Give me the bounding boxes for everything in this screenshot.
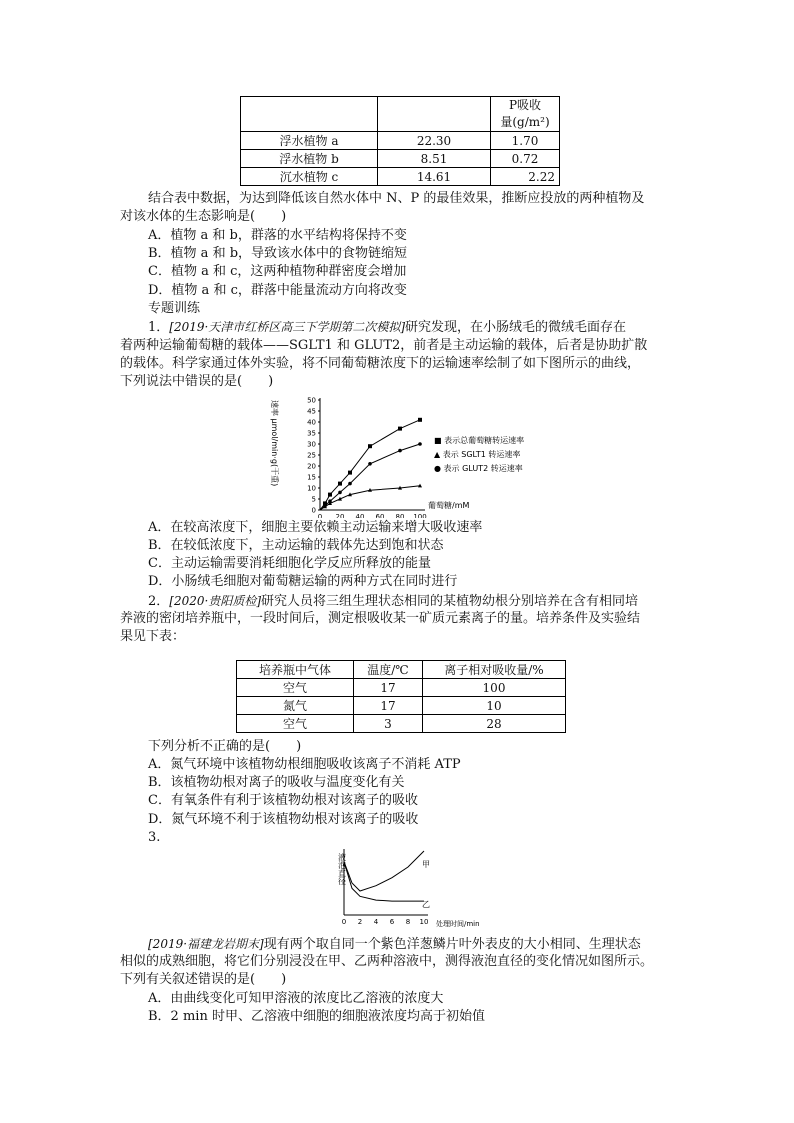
chart1-ytick-label: 50	[307, 396, 316, 405]
chart2-label-yi: 乙	[422, 900, 430, 909]
table-culture-conditions	[236, 660, 566, 733]
chart1-ytick-label: 25	[307, 451, 316, 460]
q0-stem-2: 对该水体的生态影响是( )	[120, 209, 287, 224]
q1-option-c: C．主动运输需要消耗细胞化学反应所释放的能量	[148, 556, 431, 571]
chart2-xlabel: 处理时间/min	[436, 920, 480, 928]
chart1-xtick-label: 60	[375, 513, 385, 518]
q0-option-b: B．植物 a 和 b，导致该水体中的食物链缩短	[148, 246, 408, 261]
chart1-legend-glut2: ● 表示 GLUT2 转运速率	[434, 464, 523, 473]
chart1-point	[338, 482, 342, 486]
q2-option-a: A．氮气环境中该植物幼根细胞吸收该离子不消耗 ATP	[148, 757, 461, 772]
q3-stem-3: 下列有关叙述错误的是( )	[120, 972, 287, 987]
q3-stem-2: 相似的成熟细胞，将它们分别浸没在甲、乙两种溶液中，测得液泡直径的变化情况如图所示。	[120, 954, 654, 969]
chart1-xtick-label: 80	[395, 513, 405, 518]
chart1-ytick-label: 45	[307, 407, 316, 416]
table-row: 浮水植物 b 8.51 0.72	[241, 150, 560, 168]
chart2-xtick-label: 2	[357, 918, 363, 926]
q2-stem-3: 果见下表：	[120, 629, 186, 644]
q3-number: 3.	[148, 830, 161, 845]
q1-stem-3: 的载体。科学家通过体外实验，将不同葡萄糖浓度下的运输速率绘制了如下图所示的曲线，	[120, 356, 641, 371]
chart1-point	[398, 427, 402, 431]
chart2-ylabel: 液泡直径	[337, 853, 347, 885]
chart1-point	[348, 471, 352, 475]
table-row: 空气 17 100	[237, 679, 566, 697]
q1-stem-1: 1．[2019·天津市红桥区高三下学期第二次模拟]研究发现，在小肠绒毛的微绒毛面存在	[148, 320, 627, 335]
chart1-ytick-label: 20	[307, 462, 316, 471]
q1-stem-2: 着两种运输葡萄糖的载体——SGLT1 和 GLUT2，前者是主动运输的载体，后者是协助扩散	[120, 338, 648, 353]
q2-source: [2020·贵阳质检]	[169, 594, 261, 608]
chart1-ytick-label: 35	[307, 429, 316, 438]
q0-option-c: C．植物 a 和 c，这两种植物种群密度会增加	[148, 264, 407, 279]
chart1-point	[368, 462, 372, 466]
q3-stem-1: [2019·福建龙岩期末]现有两个取自同一个紫色洋葱鳞片叶外表皮的大小相同、生理状态	[148, 937, 641, 952]
chart1-point	[328, 493, 332, 497]
chart1-point	[398, 449, 402, 453]
chart2-label-jia: 甲	[422, 860, 430, 869]
q1-option-d: D．小肠绒毛细胞对葡萄糖运输的两种方式在同时进行	[148, 574, 458, 589]
q0-option-a: A．植物 a 和 b，群落的水平结构将保持不变	[148, 228, 407, 243]
chart1-ytick-label: 10	[307, 484, 316, 493]
chart1-series-line	[320, 444, 420, 510]
chart-vacuole-diameter	[328, 845, 503, 930]
table-header-cell: 培养瓶中气体	[237, 661, 354, 679]
table-plant-absorption	[240, 96, 560, 186]
chart1-xtick-label: 20	[335, 513, 345, 518]
chart1-ylabel: 速率 μmol/min·g(干重)	[270, 400, 279, 487]
q2-stem-2: 养液的密闭培养瓶中，一段时间后，测定根吸收某一矿质元素离子的量。培养条件及实验结	[120, 611, 641, 626]
q2-option-d: D．氮气环境不利于该植物幼根对该离子的吸收	[148, 812, 419, 827]
q1-option-b: B．在较低浓度下，主动运输的载体先达到饱和状态	[148, 538, 444, 553]
q1-source: [2019·天津市红桥区高三下学期第二次模拟]	[169, 320, 405, 334]
chart1-ytick-label: 0	[311, 506, 316, 515]
chart1-legend-total: ■ 表示总葡萄糖转运速率	[434, 436, 525, 445]
q1-stem-4: 下列说法中错误的是( )	[120, 374, 274, 389]
table-row: 空气 3 28	[237, 715, 566, 733]
chart1-xtick-label: 100	[413, 513, 427, 518]
section-title: 专题训练	[148, 301, 201, 316]
chart1-point	[338, 491, 342, 495]
table-header-cell	[378, 97, 491, 132]
chart1-ytick-label: 15	[307, 473, 316, 482]
chart1-ytick-label: 30	[307, 440, 316, 449]
chart-glucose-transport	[258, 388, 578, 518]
table-header-cell	[241, 97, 378, 132]
chart1-xtick-label: 0	[317, 513, 323, 518]
chart1-point	[368, 444, 372, 448]
table-row: 浮水植物 a 22.30 1.70	[241, 132, 560, 150]
table-header-cell: 温度/℃	[354, 661, 423, 679]
chart1-xlabel: 葡萄糖/mM	[428, 501, 470, 510]
table-header-p: P吸收 量(g/m²)	[491, 97, 560, 132]
q2-option-b: B．该植物幼根对离子的吸收与温度变化有关	[148, 775, 405, 790]
q2-prompt: 下列分析不正确的是( )	[148, 739, 302, 754]
table-header-cell: 离子相对吸收量/%	[423, 661, 566, 679]
q3-option-b: B．2 min 时甲、乙溶液中细胞的细胞液浓度均高于初始值	[148, 1009, 485, 1024]
chart1-xtick-label: 40	[355, 513, 365, 518]
chart1-point	[418, 442, 422, 446]
q3-option-a: A．由曲线变化可知甲溶液的浓度比乙溶液的浓度大	[148, 991, 444, 1006]
q0-stem-1: 结合表中数据，为达到降低该自然水体中 N、P 的最佳效果，推断应投放的两种植物及	[148, 191, 645, 206]
table-row: 氮气 17 10	[237, 697, 566, 715]
chart2-xtick-label: 10	[419, 918, 429, 926]
q3-source: [2019·福建龙岩期末]	[148, 937, 264, 951]
q1-option-a: A．在较高浓度下，细胞主要依赖主动运输来增大吸收速率	[148, 520, 483, 535]
table-row: 沉水植物 c 14.61 2.22	[241, 168, 560, 186]
chart2-xtick-label: 8	[405, 918, 411, 926]
chart2-xtick-label: 4	[373, 918, 379, 926]
chart2-series-line	[344, 851, 424, 891]
chart2-xtick-label: 0	[341, 918, 347, 926]
q0-option-d: D．植物 a 和 c，群落中能量流动方向将改变	[148, 283, 407, 298]
chart1-ytick-label: 5	[311, 495, 316, 504]
q2-stem-1: 2．[2020·贵阳质检]研究人员将三组生理状态相同的某植物幼根分别培养在含有相同培	[148, 594, 639, 609]
chart2-xtick-label: 6	[389, 918, 395, 926]
chart1-ytick-label: 40	[307, 418, 316, 427]
chart1-point	[418, 418, 422, 422]
chart1-legend-sglt1: ▲ 表示 SGLT1 转运速率	[434, 450, 521, 459]
chart1-point	[348, 482, 352, 486]
q2-option-c: C．有氧条件有利于该植物幼根对该离子的吸收	[148, 793, 418, 808]
